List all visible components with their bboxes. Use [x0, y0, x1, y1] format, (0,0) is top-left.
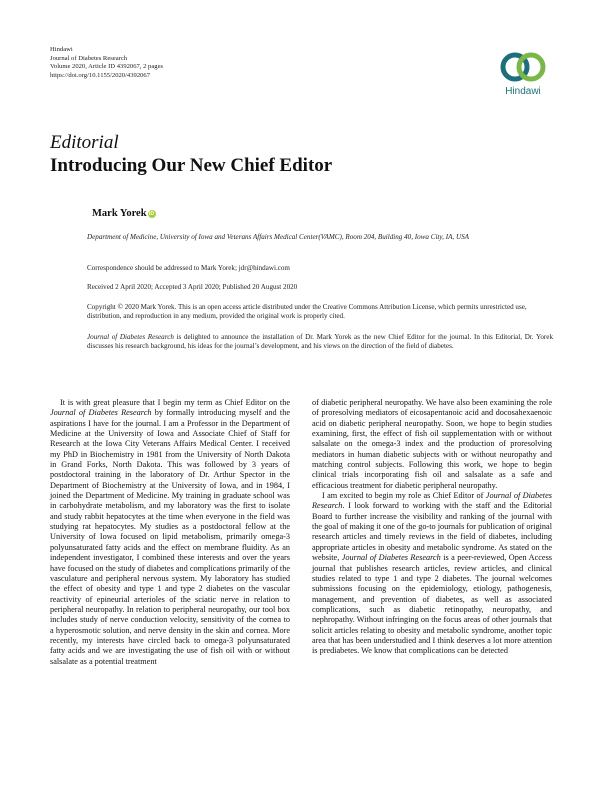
journal-name-italic: Journal of Diabetes Research: [341, 553, 441, 563]
journal-header: [50, 46, 163, 80]
body-column-right: [312, 398, 552, 657]
article-title: Introducing Our New Chief Editor: [50, 155, 333, 176]
article-type: Editorial: [50, 132, 119, 153]
affiliation: Department of Medicine, University of Iowa and Veterans Affairs Medical Center(VAMC), Room 204, Building 40, Iowa City, IA, USA: [87, 233, 469, 241]
copyright: Copyright © 2020 Mark Yorek. This is an open access article distributed under the Creative Commons Attribution License, which permits unrestricted use, distribution, and reproduction in any medium, provided the original work is properly cited.: [87, 303, 527, 321]
dates: Received 2 April 2020; Accepted 3 April 2020; Published 20 August 2020: [87, 283, 298, 291]
body-paragraph: [312, 491, 552, 657]
journal-name-italic: Journal of Diabetes Research: [50, 408, 152, 418]
body-column-left: [50, 398, 290, 667]
abstract: [87, 333, 553, 352]
hindawi-logo-text: Hindawi: [505, 86, 541, 97]
doi-link[interactable]: https://doi.org/10.1155/2020/4392067: [50, 71, 151, 79]
body-text: It is with great pleasure that I begin my term as Chief Editor on the: [60, 398, 290, 407]
orcid-icon[interactable]: iD: [149, 211, 155, 217]
volume-article: Volume 2020, Article ID 4392067, 2 pages: [50, 63, 164, 71]
author-name: [92, 208, 156, 219]
journal-name: Journal of Diabetes Research: [50, 54, 128, 62]
body-text: is a peer-reviewed, Open Access journal that publishes research articles, review articles, and clinical studies related to type 1 and type 2 diabetes. The journal welcomes submissions focusing on the epidemiology, etiology, pathogenesis, management, and prevention of diabetes, as well as associated complications, such as diabetic retinopathy, neuropathy, and nephropathy. Without infringing on the focus areas of other journals that solicit articles relating to obesity and metabolic syndrome, another topic area that has been understudied and I think deserves a lot more attention is prediabetes. We know that complications can be detected: [312, 553, 552, 656]
journal-name-italic: Journal of Diabetes Research: [312, 491, 552, 511]
abstract-text: is delighted to announce the installation of Dr. Mark Yorek as the new Chief Editor for the journal. In this Editorial, Dr. Yorek discusses his research background, his ideas for the journal’s development, and his views on the direction of the field of diabetes.: [87, 333, 553, 351]
publisher-name: Hindawi: [50, 46, 73, 53]
author-name-text: Mark Yorek: [92, 208, 147, 219]
hindawi-logo: [498, 50, 548, 102]
body-text: I am excited to begin my role as Chief Editor of: [322, 491, 486, 501]
body-paragraph: of diabetic peripheral neuropathy. We have also been examining the role of proresolving mediators of eicosapentanoic acid and docosahexaenoic acid on diabetic peripheral neuropathy. Soon, we hope to begin studies examining, first, the effect of fish oil supplementation with or without salsalate on the omega-3 index and the production of proresolving mediators in human diabetic subjects with or without neuropathy and matching control subjects. Following this work, we hope to begin clinical trials incorporating fish oil and salsalate as a safe and efficacious treatment for diabetic peripheral neuropathy.: [312, 398, 552, 490]
body-paragraph: [50, 398, 290, 667]
correspondence: Correspondence should be addressed to Mark Yorek; jdr@hindawi.com: [87, 264, 290, 272]
abstract-journal-name: Journal of Diabetes Research: [87, 333, 174, 341]
hindawi-logo-icon: [498, 50, 548, 86]
body-text: . I look forward to working with the staff and the Editorial Board to further increase the visibility and ranking of the journal with the goal of making it one of the go-to journals for publication of original research articles and timely reviews in the field of diabetes, including appropriate articles in obesity and metabolic syndrome. As stated on the website,: [312, 501, 552, 563]
body-text: by formally introducing myself and the aspirations I have for the journal. I am a Professor in the Department of Medicine at the University of Iowa and Associate Chief of Staff for Research at the Iowa City Veterans Affairs Medical Center. I received my PhD in Biochemistry in 1981 from the University of North Dakota in Grand Forks, North Dakota. This was followed by 3 years of postdoctoral training in the laboratory of Dr. Arthur Spector in the Department of Biochemistry at the University of Iowa, and in 1984, I joined the Department of Medicine. My training in graduate school was in carbohydrate metabolism, and my laboratory was the first to isolate and study rabbit hepatocytes at the time when everyone in the field was studying rat hepatocytes. My studies as a postdoctoral fellow at the University of Iowa focused on lipid metabolism, primarily omega-3 polyunsaturated fatty acids and the effect on membrane fluidity. As an independent investigator, I combined these interests and over the years have focused on the study of diabetes and complications primarily of the vasculature and peripheral nervous system. My laboratory has studied the effect of obesity and type 1 and type 2 diabetes on the vascular reactivity of epineurial arterioles of the sciatic nerve in relation to peripheral neuropathy. In relation to peripheral neuropathy, our tool box includes study of nerve conduction velocity, sensitivity of the cornea to a hyperosmotic solution, and nerve density in the skin and cornea. More recently, my interests have circled back to omega-3 polyunsaturated fatty acids and we are investigating the use of fish oil with or without salsalate as a potential treatment: [50, 408, 290, 666]
